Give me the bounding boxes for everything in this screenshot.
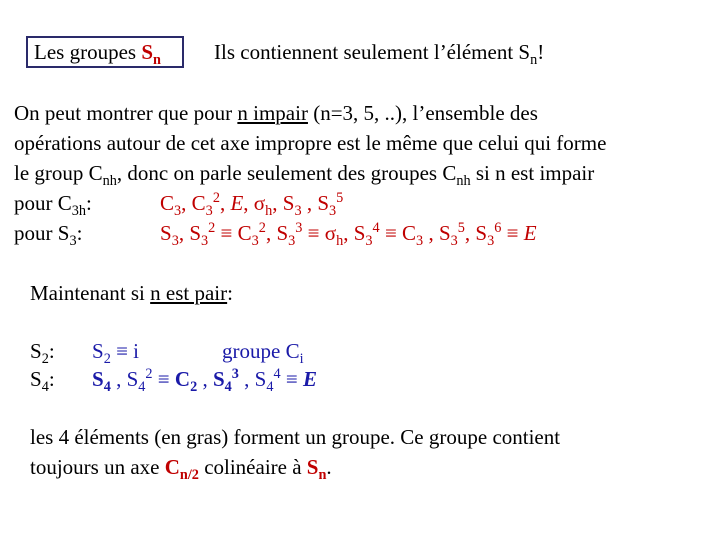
para2-intro-b: : [227,281,233,305]
conclusion-line1 [30,424,560,450]
s4-label-text: S [30,367,42,391]
para1-line1-b: (n=3, 5, ..), l’ensemble des [307,101,538,125]
para2-intro-a: Maintenant si [30,281,151,305]
para1-line3 [14,160,595,190]
equiv-symbol: ≡ [220,221,233,245]
para1-line1-a: On peut montrer que pour [14,101,238,125]
para1-line2-text: opérations autour de cet axe impropre est le même que celui qui forme [14,131,607,155]
conclusion-line2-c: . [326,455,332,479]
s3-label-end: : [76,221,83,245]
c3h-elements: $C_3$, $C_3^2$, E, $\sigma_h$, $S_3$ , $S_3^5$ [160,190,344,220]
s2-label-text: S [30,339,42,363]
s4-label-end: : [48,367,55,391]
title-box-text [34,39,161,69]
c3h-label-sub: 3h [71,203,87,220]
header-statement [214,39,545,69]
s3-label-text: pour S [14,221,70,245]
para1-line3-c: si n est impair [470,161,595,185]
s2-elements: $S_2 \equiv i$ [92,339,140,368]
s4-label-sub: 4 [41,379,49,396]
title-text: Les groupes [34,40,142,64]
statement-text: Ils contiennent seulement l’élément S [214,40,531,64]
conclusion-c: C [164,455,180,479]
conclusion-s: S [306,455,319,479]
s3-label [14,220,83,250]
conclusion-line2-b: colinéaire à [198,455,307,479]
s2-label-end: : [48,339,55,363]
para1-line3-b: , donc on parle seulement des groupes C [116,161,457,185]
s3-elements: $S_3$, $S_3^2 \equiv C_3^2$, $S_3^3 \equiv \sigma_h$, $S_3^4 \equiv C_3$ , $S_3^5$, $S_3^6 \equiv E$ [160,220,537,250]
conclusion-line2 [30,454,332,484]
groupe-ci-sub: i [299,351,304,368]
para2-intro-underlined: n est pair [150,281,228,305]
para2-intro [30,280,233,306]
statement-end: ! [537,40,545,64]
s2-label-sub: 2 [41,351,49,368]
s2-label [30,338,55,368]
identity-E: E [230,191,244,215]
groupe-ci [222,338,304,368]
conclusion-s-sub: n [318,467,327,484]
inversion-i: i [133,339,140,363]
c3h-label-text: pour C [14,191,72,215]
s4-elements: $S_4$ , $S_4^2 \equiv C_2$ , $S_4^3$ , $S_4^4 \equiv E$ [92,366,317,396]
c3h-label [14,190,92,220]
title-s-sub: n [153,52,161,69]
title-s: S [141,40,153,64]
c3h-label-end: : [86,191,92,215]
para1-line3-a: le group C [14,161,103,185]
conclusion-line1-text: les 4 éléments (en gras) forment un groupe. Ce groupe contient [30,425,561,449]
para1-line3-sub2: nh [456,173,471,190]
para1-line1-underlined: n impair [237,101,308,125]
sigma-symbol: σ [253,191,266,215]
s4-label [30,366,55,396]
statement-sub: n [530,52,538,69]
conclusion-line2-a: toujours un axe [30,455,165,479]
conclusion-c-sub: n/2 [179,467,199,484]
s3-label-sub: 3 [69,233,77,250]
para1-line3-sub1: nh [102,173,117,190]
groupe-ci-text: groupe C [222,339,300,363]
para1-line2 [14,130,606,156]
para1-line1 [14,100,538,126]
